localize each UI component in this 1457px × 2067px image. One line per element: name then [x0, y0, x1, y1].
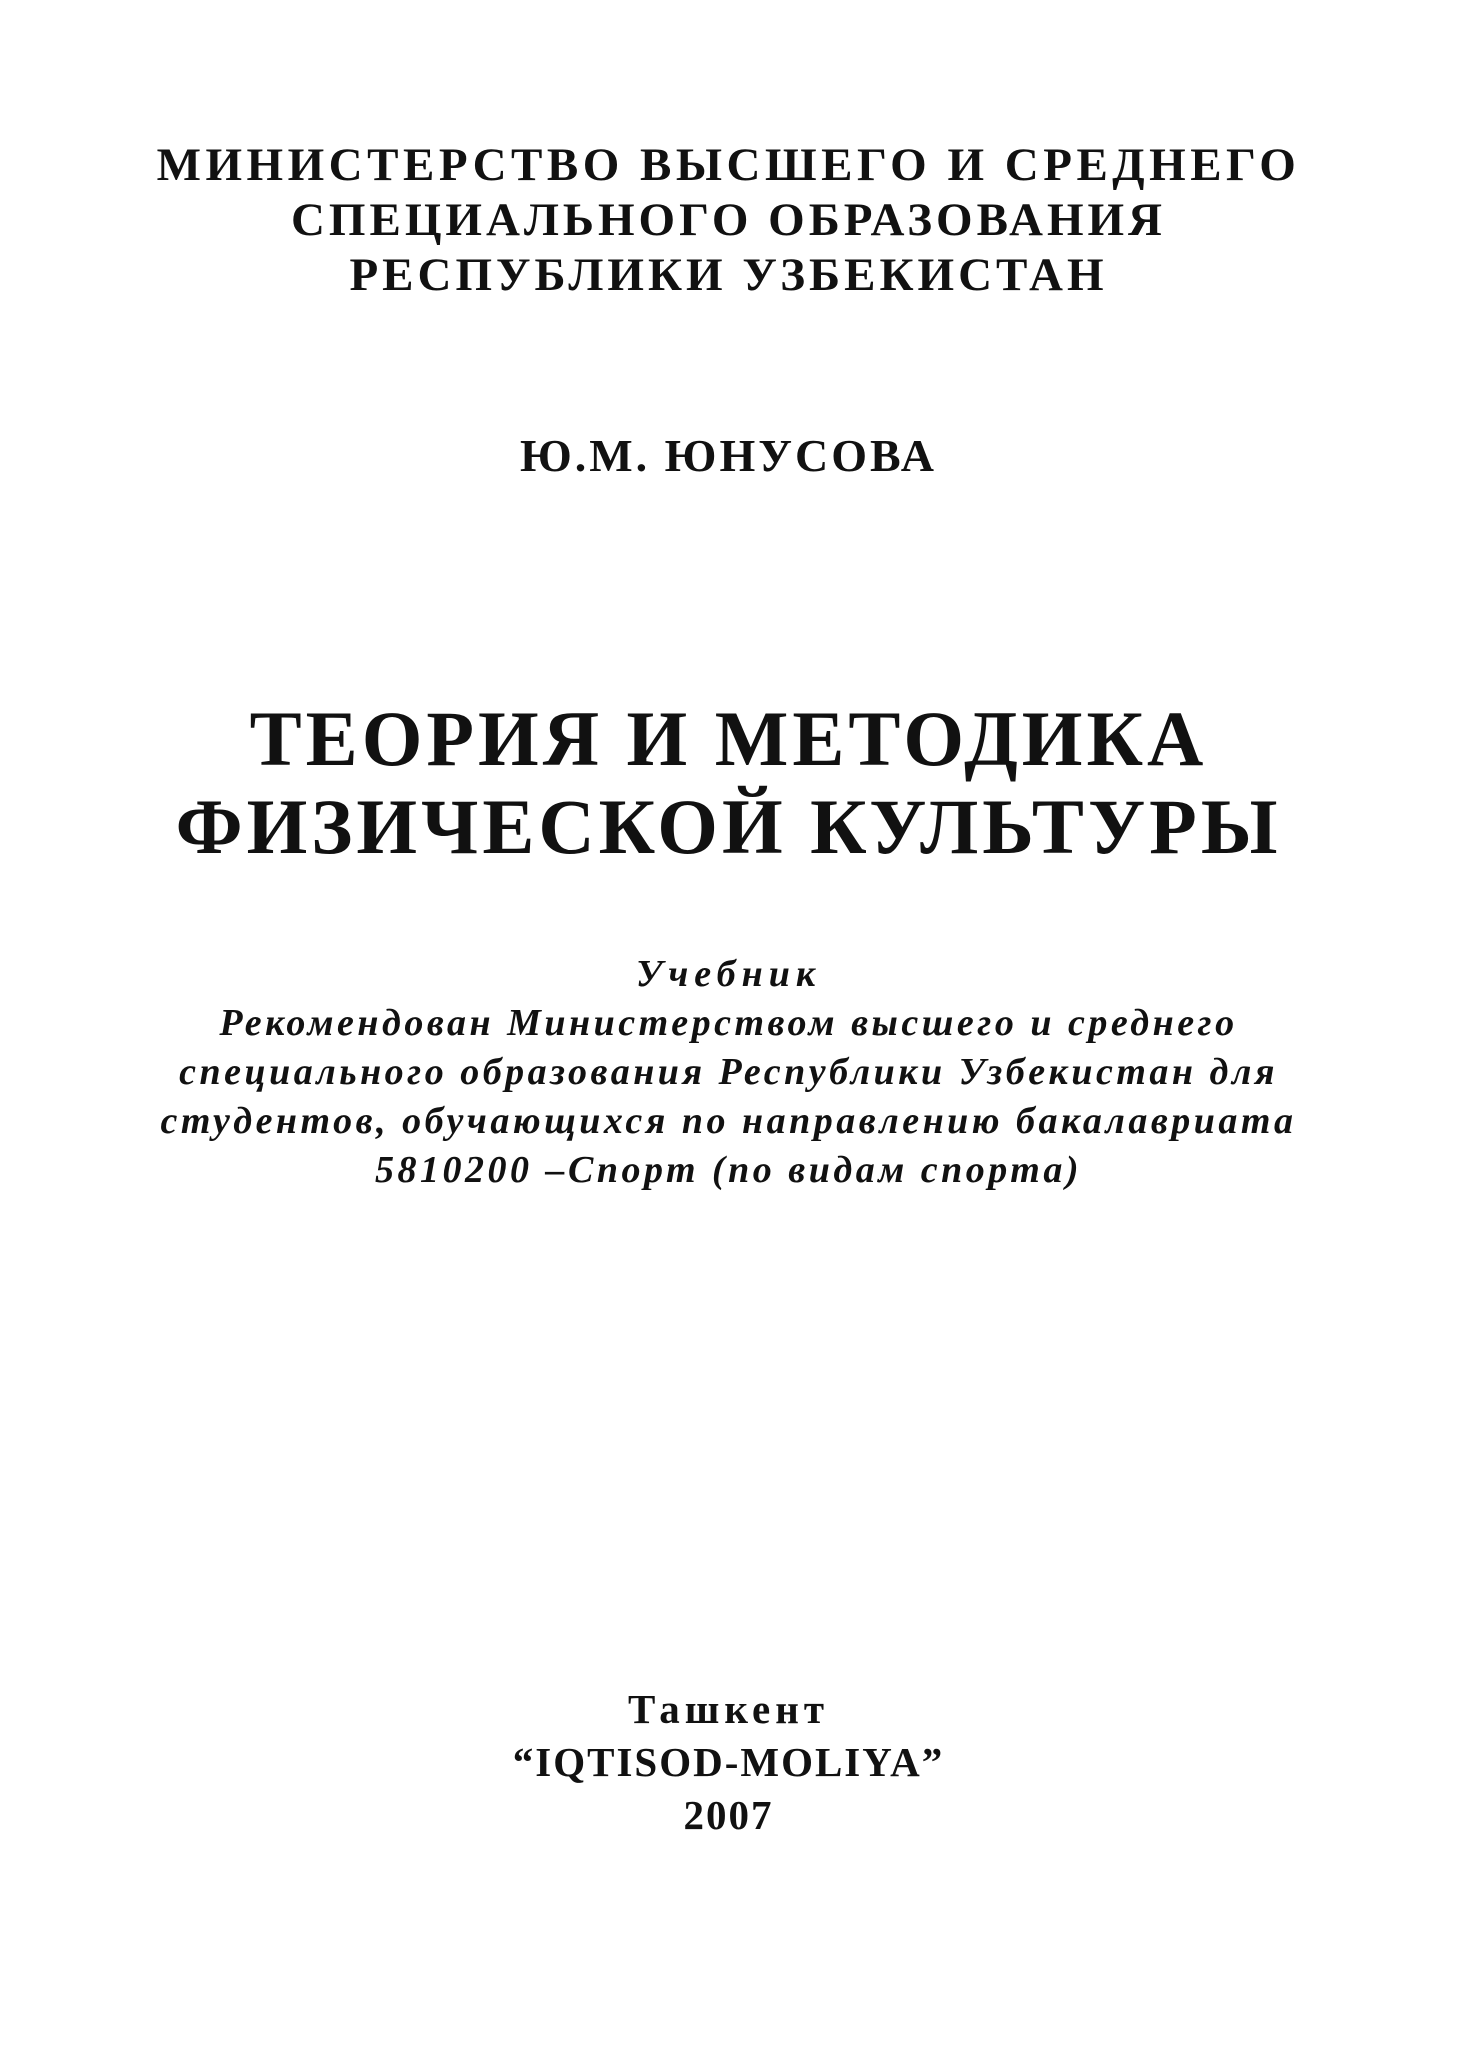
- book-subtitle: [0, 950, 1457, 1195]
- title-line-1: ТЕОРИЯ И МЕТОДИКА: [249, 695, 1208, 782]
- recommendation-line-1: Рекомендован Министерством высшего и среднего: [219, 1002, 1238, 1044]
- book-title: [0, 695, 1457, 871]
- imprint: [0, 1683, 1457, 1842]
- imprint-publisher: “IQTISOD-MOLIYA”: [512, 1739, 945, 1785]
- ministry-line-3: РЕСПУБЛИКИ УЗБЕКИСТАН: [349, 249, 1108, 301]
- book-kind: Учебник: [635, 953, 822, 995]
- ministry-line-1: МИНИСТЕРСТВО ВЫСШЕГО И СРЕДНЕГО: [156, 139, 1301, 191]
- imprint-city: Ташкент: [627, 1686, 829, 1732]
- ministry-line-2: СПЕЦИАЛЬНОГО ОБРАЗОВАНИЯ: [290, 194, 1166, 246]
- author-name: [0, 428, 1457, 484]
- author-text: Ю.М. ЮНУСОВА: [519, 430, 938, 481]
- recommendation-line-2: специального образования Республики Узбекистан для: [179, 1051, 1278, 1093]
- recommendation-line-4: 5810200 –Спорт (по видам спорта): [374, 1149, 1083, 1191]
- recommendation-line-3: студентов, обучающихся по направлению бакалавриата: [160, 1100, 1297, 1142]
- imprint-year: 2007: [683, 1792, 774, 1838]
- ministry-heading: [0, 138, 1457, 303]
- title-line-2: ФИЗИЧЕСКОЙ КУЛЬТУРЫ: [175, 783, 1282, 870]
